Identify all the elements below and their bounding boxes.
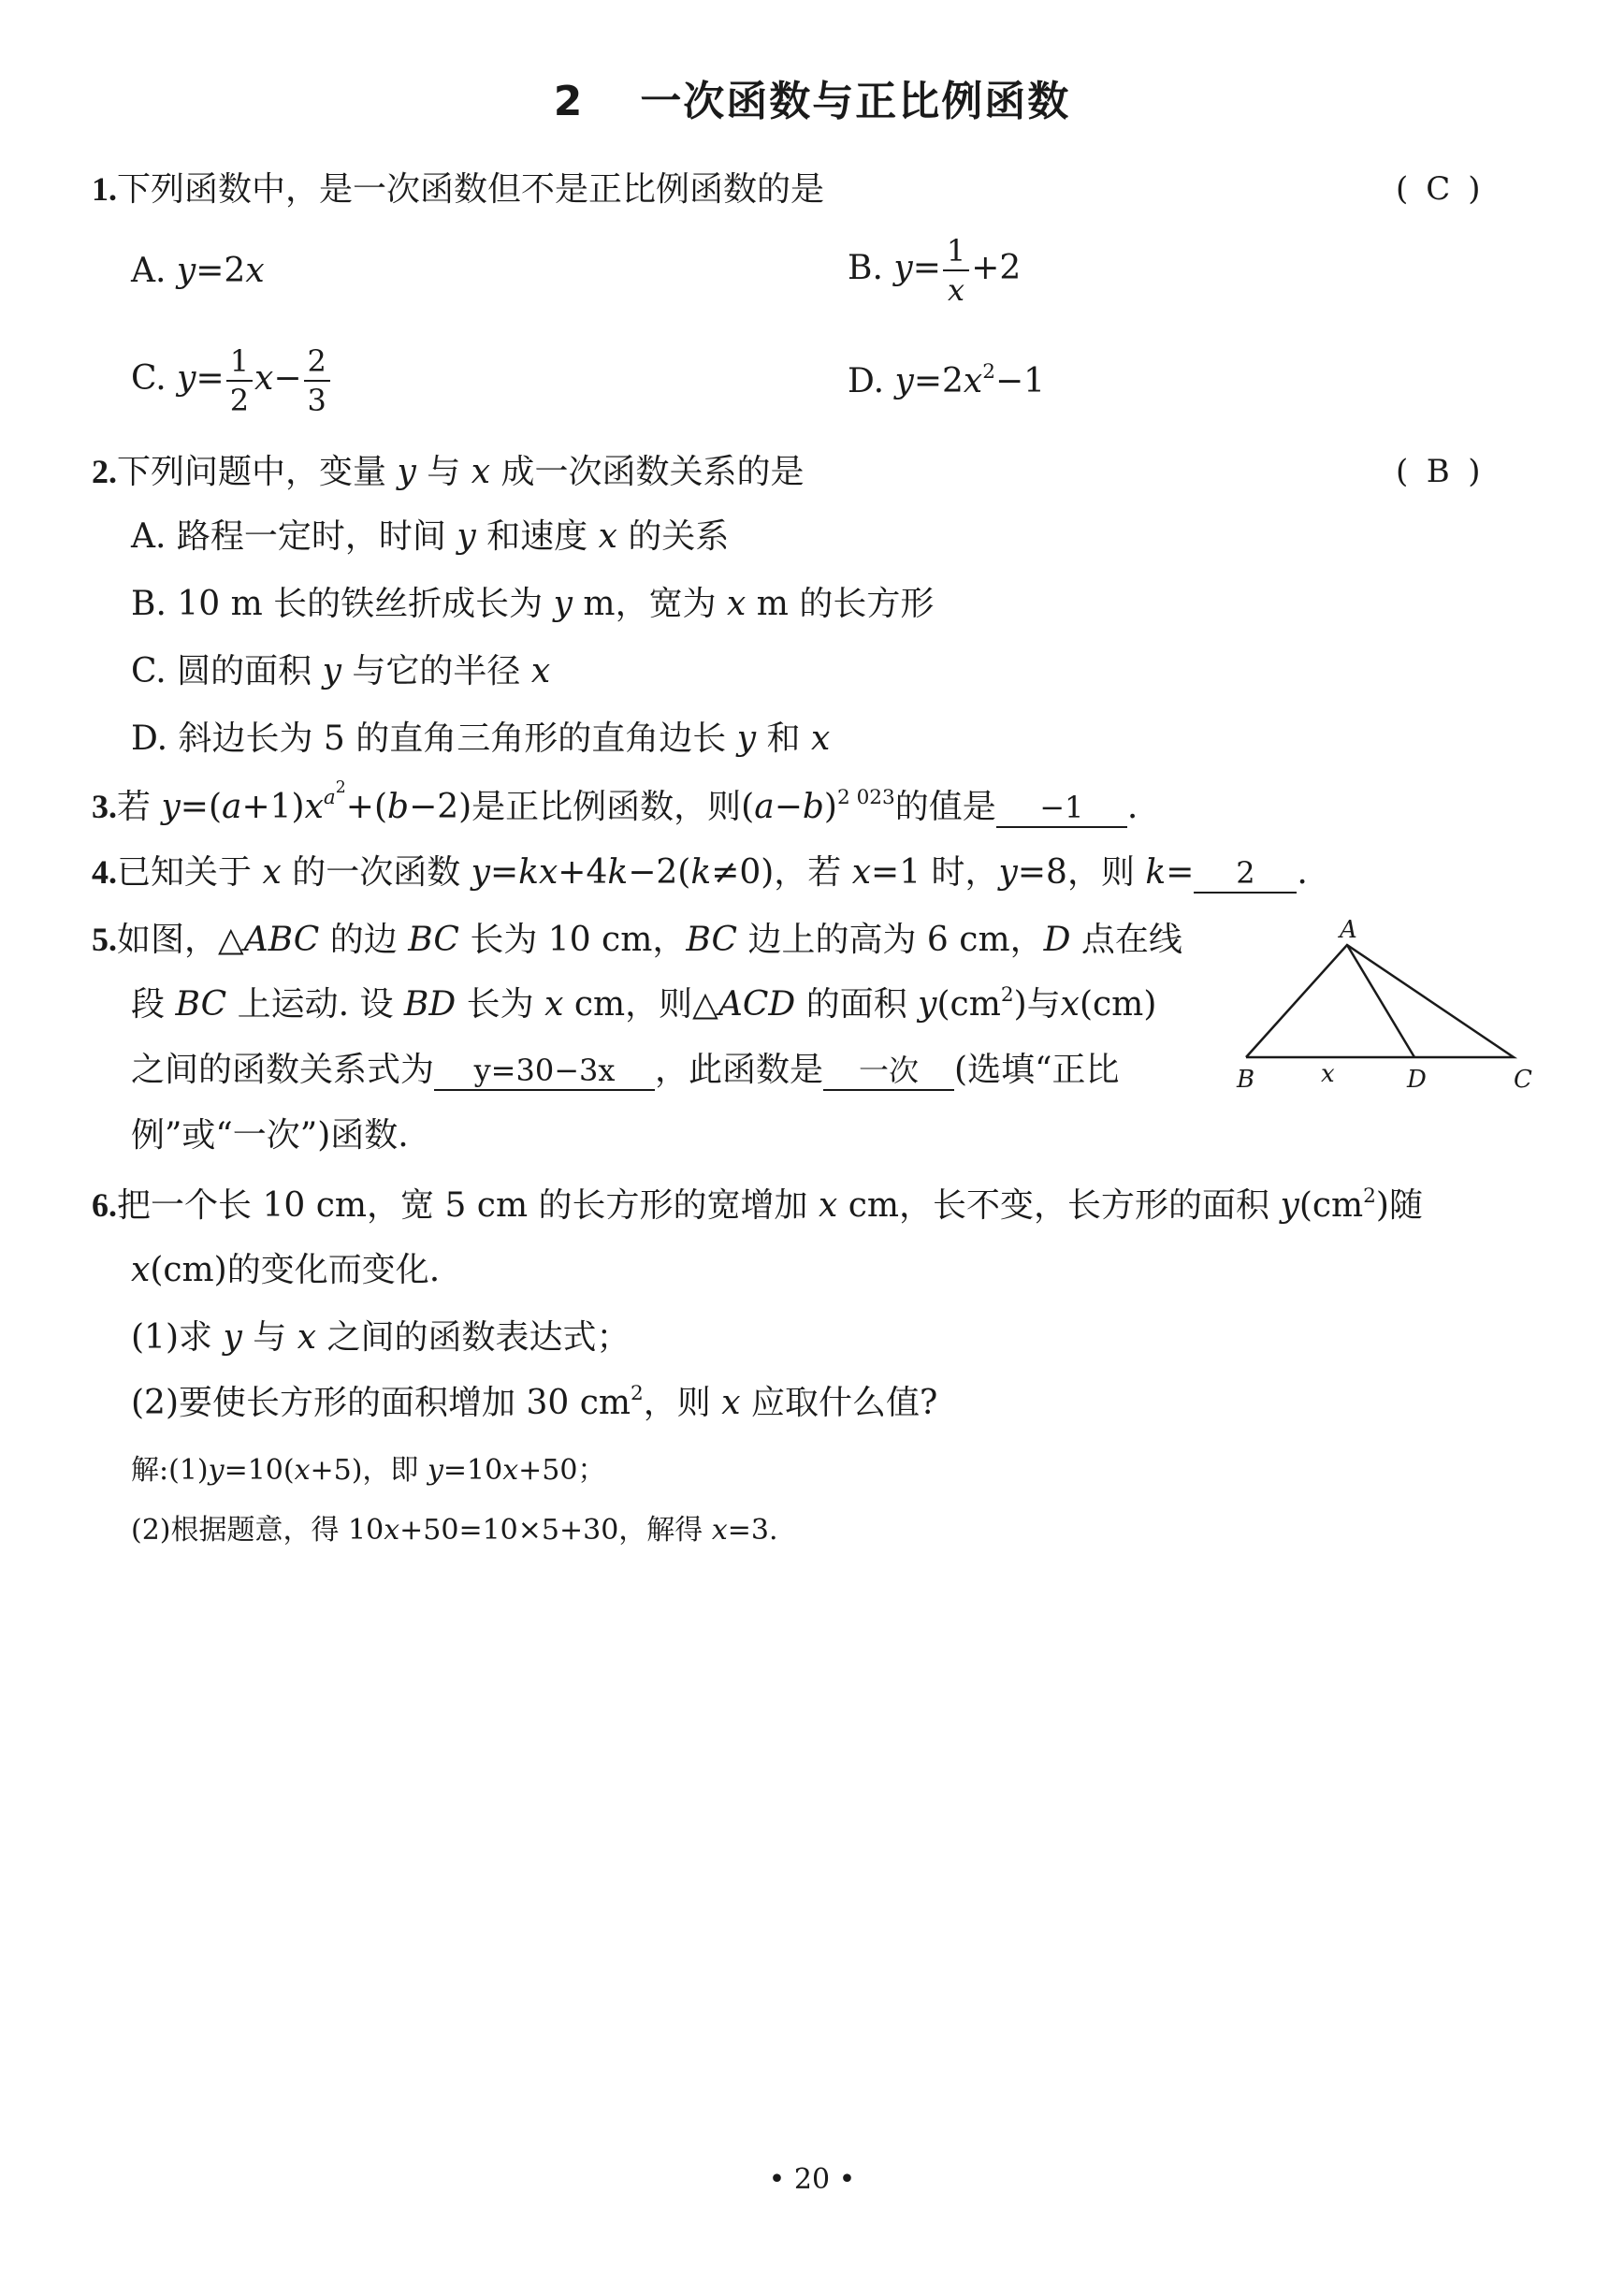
solution-prefix: 解: bbox=[131, 1454, 169, 1487]
q2-option-d: D. 斜边长为 5 的直角三角形的直角边长 y 和 x bbox=[131, 719, 831, 758]
q1-c-fraction-1: $\frac{1}{2}$ bbox=[226, 342, 253, 419]
page-number: • 20 • bbox=[768, 2163, 856, 2196]
q1-stem bbox=[92, 167, 824, 212]
q1-option-c-label: C. bbox=[131, 359, 167, 398]
q4-answer-blank: 2 bbox=[1194, 854, 1297, 894]
label-a: A bbox=[1340, 917, 1357, 944]
q2-text: 下列问题中，变量 bbox=[117, 453, 387, 491]
q4-number: 4. bbox=[92, 853, 117, 891]
q2-option-b: B. 10 m 长的铁丝折成长为 y m，宽为 x m 的长方形 bbox=[131, 585, 935, 623]
q3-answer-blank: −1 bbox=[996, 789, 1127, 828]
section-title-text: 一次函数与正比例函数 bbox=[640, 78, 1071, 125]
label-c: C bbox=[1514, 1066, 1532, 1094]
q2-option-b-text: B. 10 m 长的铁丝折成长为 bbox=[131, 585, 544, 623]
q1-option-a-label: A. bbox=[131, 252, 167, 290]
q1-option-d-label: D. bbox=[848, 362, 885, 400]
q1-option-b-label: B. bbox=[848, 249, 883, 287]
q1-b-fraction: $\frac{1}{x}$ bbox=[943, 232, 969, 309]
q2-answer: B bbox=[1426, 453, 1450, 490]
q2-option-a-text: A. 路程一定时，时间 bbox=[131, 517, 446, 556]
q1-answer: C bbox=[1426, 170, 1451, 208]
section-number: 2 bbox=[553, 78, 585, 125]
q6-number: 6. bbox=[92, 1186, 117, 1224]
q2-stem: 2.下列问题中，变量 y 与 x 成一次函数关系的是 bbox=[92, 453, 805, 491]
q5-line-2: 段 BC 上运动. 设 BD 长为 x cm，则△ACD 的面积 $y(cm^2)$与x(cm) bbox=[131, 982, 1157, 1024]
q5-answer-blank-2: 一次 bbox=[823, 1052, 954, 1091]
q6-solution-1: 解:(1)y=10(x+5)，即 y=10x+50； bbox=[131, 1454, 606, 1487]
q5-answer-blank-1: y=30−3x bbox=[434, 1052, 655, 1091]
q1-c-fraction-2: $\frac{2}{3}$ bbox=[304, 342, 330, 419]
q1-option-d: D. $y=2x^2-1$ bbox=[848, 359, 1046, 400]
q2-option-d-text: D. 斜边长为 5 的直角三角形的直角边长 bbox=[131, 719, 727, 758]
q2-answer-paren: ( B ) bbox=[1396, 449, 1481, 494]
q5-line-3: 之间的函数关系式为 y=30−3x ，此函数是 一次 (选填“正比 bbox=[131, 1051, 1120, 1089]
label-b: B bbox=[1237, 1066, 1255, 1094]
q2-number: 2. bbox=[92, 453, 117, 490]
label-x: x bbox=[1321, 1060, 1335, 1088]
q1-option-c: C. y= $\frac{1}{2}$ x− $\frac{2}{3}$ bbox=[131, 342, 332, 419]
q1-number: 1. bbox=[92, 170, 117, 208]
q6-solution-2: (2)根据题意，得 10x+50=10×5+30，解得 x=3. bbox=[131, 1514, 778, 1547]
q2-option-a: A. 路程一定时，时间 y 和速度 x 的关系 bbox=[131, 517, 730, 556]
q1-text: 下列函数中，是一次函数但不是正比例函数的是 bbox=[117, 170, 825, 209]
q6-line-2: x(cm)的变化而变化. bbox=[131, 1251, 441, 1289]
q6-part-2: (2)要使长方形的面积增加 30 $cm^2$，则 x 应取什么值? bbox=[131, 1381, 938, 1422]
q3: 3.若 $y=(a+1)x^{a^2}+(b-2)$是正比例函数，则$(a-b)^{2 023}$的值是 −1 . bbox=[92, 777, 1138, 826]
triangle-figure bbox=[1216, 917, 1553, 1113]
q2-option-c: C. 圆的面积 y 与它的半径 x bbox=[131, 652, 551, 690]
q1-option-b: B. y= $\frac{1}{x}$ +2 bbox=[848, 233, 1022, 308]
section-title bbox=[0, 67, 1624, 127]
q1-answer-paren: ( C ) bbox=[1396, 167, 1481, 211]
q4: 4.已知关于 x 的一次函数 y=kx+4k−2(k≠0)，若 x=1 时，y=8，则 k= 2 . bbox=[92, 853, 1308, 892]
q2-option-c-text: C. 圆的面积 bbox=[131, 652, 312, 690]
segment-ad bbox=[1347, 945, 1414, 1057]
q3-number: 3. bbox=[92, 788, 117, 825]
q5-line-1: 5.如图，△ABC 的边 BC 长为 10 cm，BC 边上的高为 6 cm，D 点在线 bbox=[92, 921, 1182, 959]
label-d: D bbox=[1407, 1066, 1427, 1094]
q1-option-a: A. y=2x bbox=[131, 252, 265, 290]
q6-part-1-label: (1)求 bbox=[131, 1318, 212, 1357]
q6-line-1: 6.把一个长 10 cm，宽 5 cm 的长方形的宽增加 x cm，长不变，长方形的面积 $y(cm^2)$随 bbox=[92, 1184, 1423, 1225]
q6-part-2-label: (2)要使长方形的面积增加 30 cm bbox=[131, 1384, 631, 1422]
q5-line-4: 例”或“一次”)函数. bbox=[131, 1116, 409, 1155]
q6-part-1: (1)求 y 与 x 之间的函数表达式； bbox=[131, 1318, 631, 1357]
q5-number: 5. bbox=[92, 921, 117, 958]
